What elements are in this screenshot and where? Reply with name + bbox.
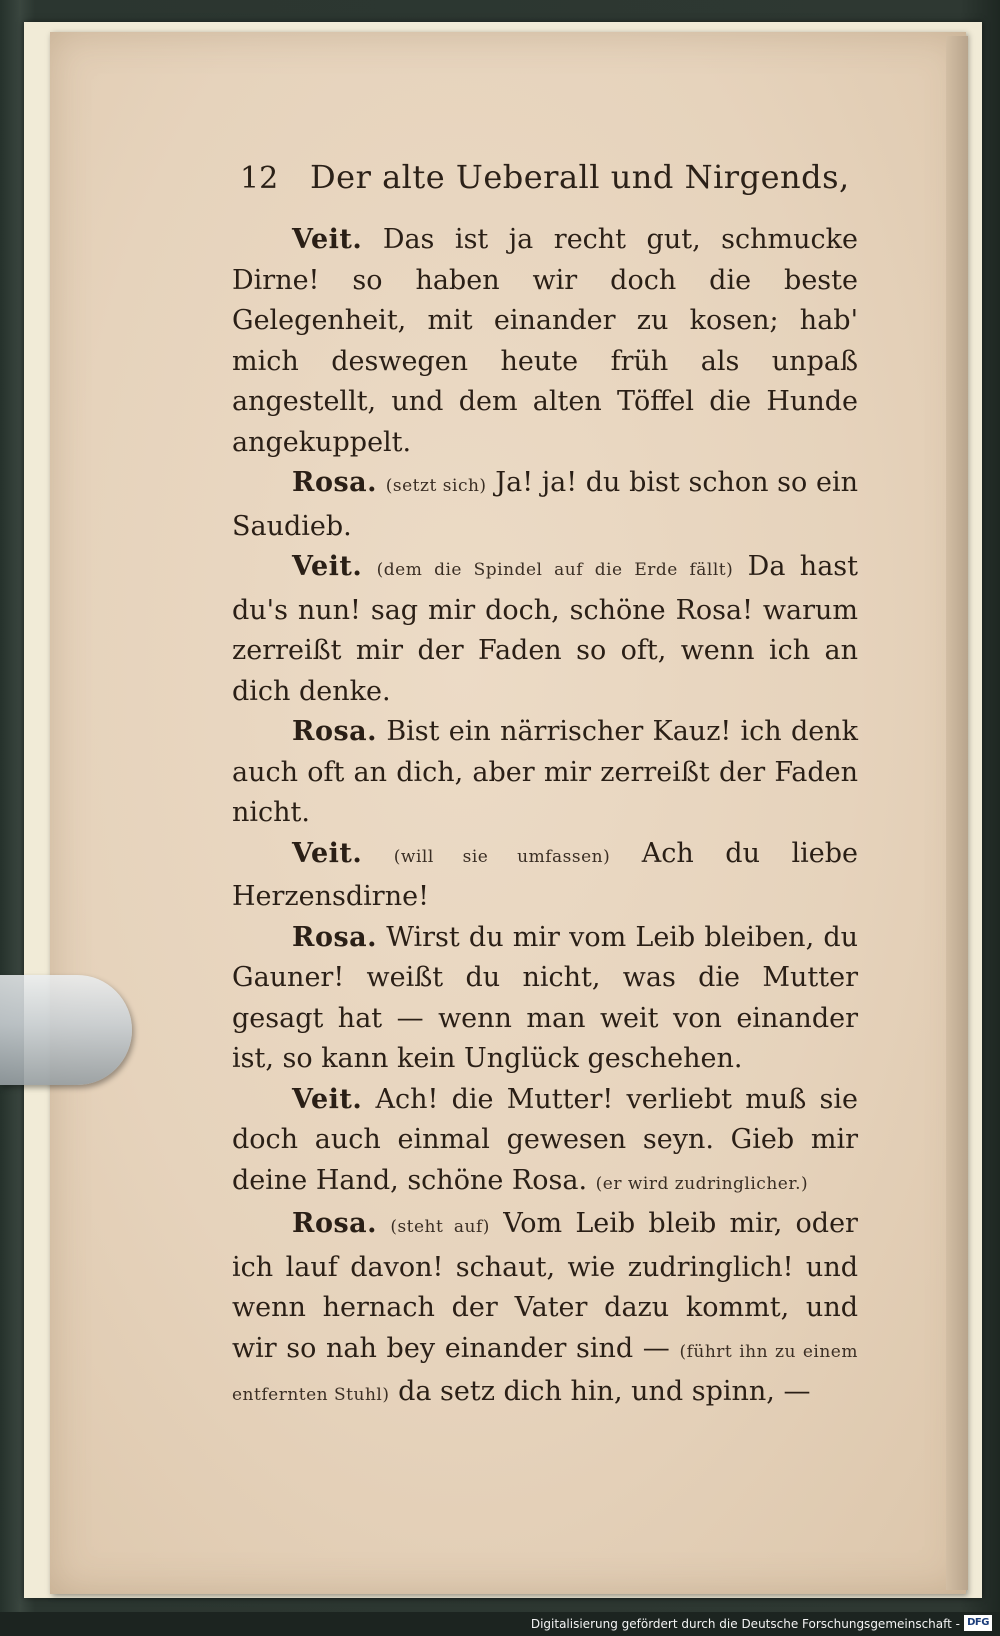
dialogue-line: Da hast du's nun! sag mir doch, schöne Rosa! warum zerreißt mir der Faden so oft, wenn ich an dich denke. [232,551,858,707]
page-number: 12 [240,161,279,196]
speaker-name: Veit. [292,551,363,582]
dialogue-paragraph [232,834,858,918]
dialogue-paragraph [232,463,858,547]
stage-direction: (er wird zudringlicher.) [595,1173,809,1194]
speaker-name: Rosa. [292,921,378,953]
dialogue-line: Vom Leib bleib mir, oder ich lauf davon! schaut, wie zudringlich! und wenn hernach der Vater dazu kommt, und wir so nah bey einander sind — [232,1208,858,1364]
speaker-name: Veit. [292,1083,363,1115]
dialogue-paragraph [232,918,858,1080]
dialogue-paragraph [232,712,858,834]
speaker-name: Rosa. [292,716,378,747]
stage-direction: (steht auf) [390,1217,490,1237]
dialogue-paragraph [232,1204,858,1416]
funding-credit: Digitalisierung gefördert durch die Deutsche Forschungsgemeinschaft - [530,1617,960,1631]
stage-direction: (dem die Spindel auf die Erde fällt) [376,560,734,580]
dialogue-text [232,220,858,1416]
speaker-name: Veit. [292,837,363,869]
dialogue-line: Das ist ja recht gut, schmucke Dirne! so haben wir doch die beste Gelegenheit, mit einander zu kosen; hab' mich deswegen heute früh als unpaß angestellt, und dem alten Töffel die Hunde angekuppelt. [232,224,858,458]
dialogue-line: da setz dich hin, und spinn, — [398,1376,811,1407]
dialogue-line: Ja! ja! du bist schon so ein Saudieb. [232,467,858,542]
stage-direction: (setzt sich) [385,476,487,496]
dialogue-paragraph [232,547,858,712]
speaker-name: Veit. [292,224,363,255]
running-head: Der alte Ueberall und Nirgends, [310,158,850,196]
dialogue-paragraph [232,220,858,463]
speaker-name: Rosa. [292,467,378,498]
dialogue-line: Ach! die Mutter! verliebt muß sie doch auch einmal gewesen seyn. Gieb mir deine Hand, schöne Rosa. [232,1083,858,1196]
dialogue-line: Bist ein närrischer Kauz! ich denk auch oft an dich, aber mir zerreißt der Faden nicht. [232,716,858,828]
dialogue-line: Wirst du mir vom Leib bleiben, du Gauner! weißt du nicht, was die Mutter gesagt hat — wenn man weit von einander ist, so kann kein Unglück geschehen. [232,921,858,1074]
page-clip [0,975,132,1085]
speaker-name: Rosa. [292,1208,378,1239]
page-edge [946,36,968,1590]
dfg-logo: DFG [964,1615,992,1631]
stage-direction: (führt ihn zu einem entfernten Stuhl) [232,1341,858,1405]
page-header [240,158,860,202]
dialogue-line: Ach du liebe Herzensdirne! [232,837,858,912]
stage-direction: (will sie umfassen) [393,846,611,867]
dialogue-paragraph [232,1080,858,1205]
